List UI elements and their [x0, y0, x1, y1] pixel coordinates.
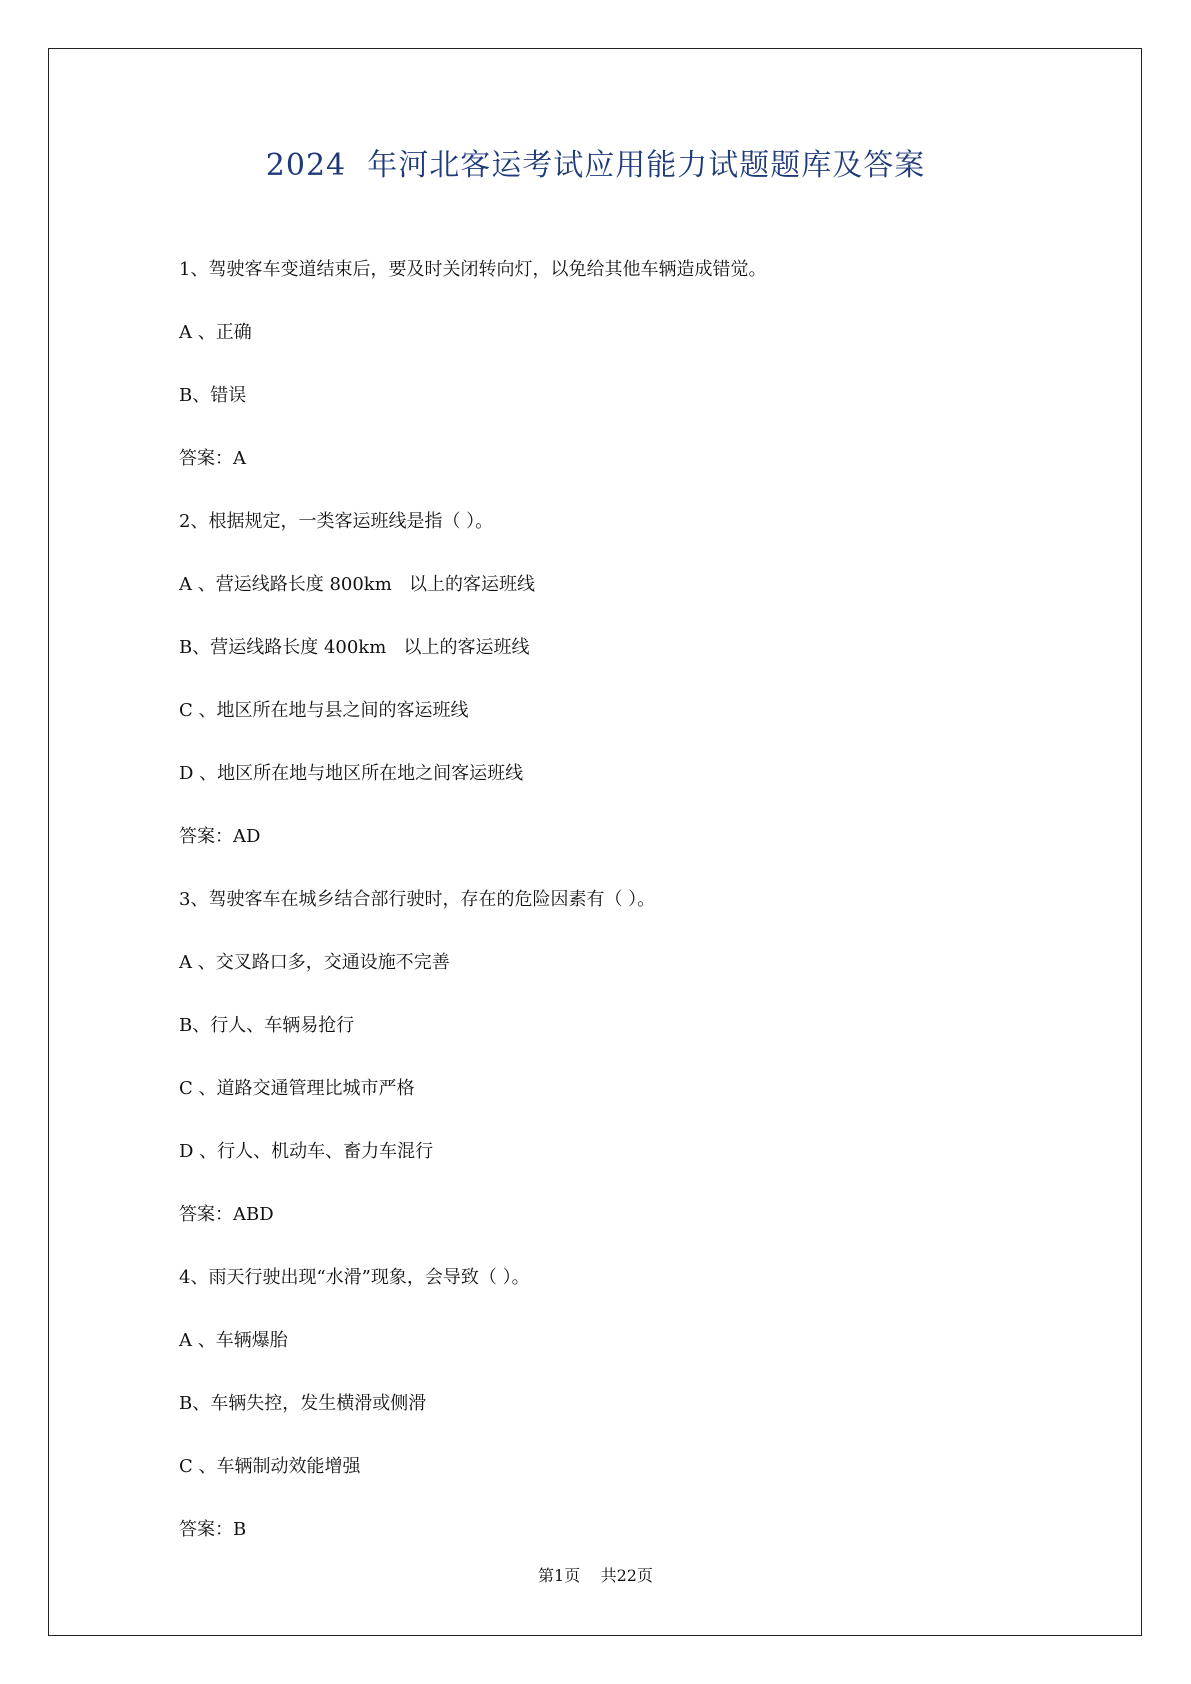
question-3-option-d: D 、行人、机动车、畜力车混行: [179, 1141, 434, 1162]
question-2-stem: 2、根据规定，一类客运班线是指（ ）。: [179, 511, 494, 532]
question-4-option-b: B、车辆失控，发生横滑或侧滑: [179, 1393, 427, 1414]
question-3-option-c: C 、道路交通管理比城市严格: [179, 1078, 415, 1099]
question-3-option-b: B、行人、车辆易抢行: [179, 1015, 355, 1036]
question-3-option-a: A 、交叉路口多，交通设施不完善: [179, 952, 450, 973]
question-2-answer: 答案：AD: [179, 826, 261, 847]
question-4-option-c: C 、车辆制动效能增强: [179, 1456, 361, 1477]
question-2-option-a: A 、营运线路长度 800km 以上的客运班线: [179, 574, 535, 595]
question-4-stem: 4、雨天行驶出现“水滑”现象，会导致（ ）。: [179, 1267, 530, 1288]
question-4-option-a: A 、车辆爆胎: [179, 1330, 288, 1351]
question-1-answer: 答案：A: [179, 448, 246, 469]
page-footer: 第1页 共22页: [538, 1566, 653, 1585]
question-4-answer: 答案：B: [179, 1519, 247, 1540]
document-title: 2024 年河北客运考试应用能力试题题库及答案: [265, 148, 926, 183]
question-2-option-b: B、营运线路长度 400km 以上的客运班线: [179, 637, 530, 658]
question-3-answer: 答案：ABD: [179, 1204, 274, 1225]
question-1-stem: 1、驾驶客车变道结束后，要及时关闭转向灯，以免给其他车辆造成错觉。: [179, 259, 767, 280]
question-1-option-a: A 、正确: [179, 322, 252, 343]
question-1-option-b: B、错误: [179, 385, 247, 406]
question-2-option-c: C 、地区所在地与县之间的客运班线: [179, 700, 469, 721]
question-3-stem: 3、驾驶客车在城乡结合部行驶时，存在的危险因素有（ ）。: [179, 889, 656, 910]
question-2-option-d: D 、地区所在地与地区所在地之间客运班线: [179, 763, 524, 784]
